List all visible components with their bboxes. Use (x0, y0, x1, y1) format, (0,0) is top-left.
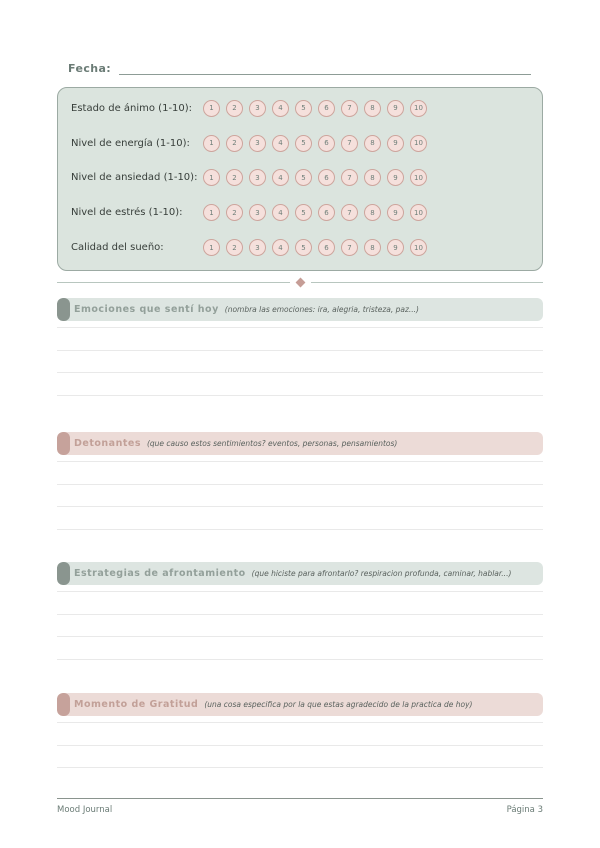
rating-row-sleep (71, 230, 530, 265)
rating-scale-mood (203, 100, 427, 117)
rating-row-stress (71, 195, 530, 230)
section-divider (57, 276, 543, 289)
rating-circle-4[interactable]: 4 (272, 169, 289, 186)
rating-circle-1[interactable]: 1 (203, 239, 220, 256)
rating-scale-anxiety (203, 169, 427, 186)
rating-row-anxiety (71, 161, 530, 196)
rating-circle-1[interactable]: 1 (203, 135, 220, 152)
section-hint: (que hiciste para afrontarlo? respiracion profunda, caminar, hablar...) (251, 569, 512, 578)
rating-circle-5[interactable]: 5 (295, 100, 312, 117)
rating-circle-10[interactable]: 10 (410, 239, 427, 256)
rating-circle-9[interactable]: 9 (387, 169, 404, 186)
rating-circle-4[interactable]: 4 (272, 239, 289, 256)
rating-circle-5[interactable]: 5 (295, 135, 312, 152)
rating-label: Nivel de estrés (1-10): (71, 207, 183, 219)
rating-circle-2[interactable]: 2 (226, 204, 243, 221)
divider-line (57, 282, 290, 283)
rating-circle-5[interactable]: 5 (295, 239, 312, 256)
rating-circle-3[interactable]: 3 (249, 135, 266, 152)
rating-circle-4[interactable]: 4 (272, 135, 289, 152)
rating-circle-7[interactable]: 7 (341, 169, 358, 186)
rating-row-energy (71, 126, 530, 161)
rating-circle-1[interactable]: 1 (203, 204, 220, 221)
section-title: Estrategias de afrontamiento (74, 568, 246, 579)
rating-circle-5[interactable]: 5 (295, 169, 312, 186)
rating-circle-7[interactable]: 7 (341, 239, 358, 256)
rating-circle-9[interactable]: 9 (387, 239, 404, 256)
rating-circle-10[interactable]: 10 (410, 169, 427, 186)
section-hint: (que causo estos sentimientos? eventos, personas, pensamientos) (146, 439, 398, 448)
rating-circle-1[interactable]: 1 (203, 169, 220, 186)
rating-circle-8[interactable]: 8 (364, 100, 381, 117)
rating-circle-3[interactable]: 3 (249, 100, 266, 117)
rating-circle-8[interactable]: 8 (364, 239, 381, 256)
writing-line[interactable] (57, 722, 543, 723)
date-field (68, 61, 531, 75)
section-hint: (nombra las emociones: ira, alegria, tristeza, paz...) (224, 305, 419, 314)
footer-doc-title: Mood Journal (57, 805, 113, 815)
rating-circle-6[interactable]: 6 (318, 204, 335, 221)
writing-lines (57, 461, 543, 530)
writing-line[interactable] (57, 372, 543, 373)
rating-label: Nivel de energía (1-10): (71, 137, 190, 149)
rating-circle-10[interactable]: 10 (410, 135, 427, 152)
section-tab (57, 298, 70, 321)
writing-line[interactable] (57, 529, 543, 530)
rating-circle-6[interactable]: 6 (318, 169, 335, 186)
date-label: Fecha: (68, 62, 112, 75)
rating-circle-8[interactable]: 8 (364, 135, 381, 152)
writing-line[interactable] (57, 350, 543, 351)
section-header (57, 562, 543, 585)
rating-circle-7[interactable]: 7 (341, 100, 358, 117)
rating-row-mood (71, 91, 530, 126)
writing-lines (57, 327, 543, 396)
writing-line[interactable] (57, 745, 543, 746)
writing-lines (57, 722, 543, 768)
section-header (57, 693, 543, 716)
date-input-line[interactable] (119, 61, 531, 75)
section-tab (57, 693, 70, 716)
rating-circle-6[interactable]: 6 (318, 100, 335, 117)
section-estrategias (57, 562, 543, 660)
section-emociones (57, 298, 543, 396)
rating-circle-5[interactable]: 5 (295, 204, 312, 221)
footer (57, 805, 543, 815)
section-title: Detonantes (74, 438, 141, 449)
rating-label: Nivel de ansiedad (1-10): (71, 172, 198, 184)
rating-scale-stress (203, 204, 427, 221)
section-tab (57, 432, 70, 455)
rating-circle-7[interactable]: 7 (341, 204, 358, 221)
rating-circle-4[interactable]: 4 (272, 100, 289, 117)
rating-circle-3[interactable]: 3 (249, 169, 266, 186)
writing-line[interactable] (57, 659, 543, 660)
section-header (57, 298, 543, 321)
footer-rule (57, 798, 543, 799)
ratings-box (57, 87, 543, 271)
rating-circle-9[interactable]: 9 (387, 135, 404, 152)
writing-line[interactable] (57, 395, 543, 396)
writing-line[interactable] (57, 461, 543, 462)
rating-label: Estado de ánimo (1-10): (71, 102, 193, 114)
rating-circle-2[interactable]: 2 (226, 239, 243, 256)
section-title: Momento de Gratitud (74, 699, 199, 710)
section-gratitud (57, 693, 543, 768)
writing-line[interactable] (57, 591, 543, 592)
rating-circle-1[interactable]: 1 (203, 100, 220, 117)
writing-lines (57, 591, 543, 660)
writing-line[interactable] (57, 506, 543, 507)
rating-circle-2[interactable]: 2 (226, 100, 243, 117)
divider-line (311, 282, 544, 283)
section-title: Emociones que sentí hoy (74, 304, 219, 315)
rating-circle-3[interactable]: 3 (249, 204, 266, 221)
rating-circle-4[interactable]: 4 (272, 204, 289, 221)
rating-circle-7[interactable]: 7 (341, 135, 358, 152)
writing-line[interactable] (57, 636, 543, 637)
rating-circle-6[interactable]: 6 (318, 135, 335, 152)
rating-circle-9[interactable]: 9 (387, 100, 404, 117)
rating-circle-9[interactable]: 9 (387, 204, 404, 221)
rating-circle-10[interactable]: 10 (410, 100, 427, 117)
section-header (57, 432, 543, 455)
rating-circle-10[interactable]: 10 (410, 204, 427, 221)
rating-scale-sleep (203, 239, 427, 256)
writing-line[interactable] (57, 614, 543, 615)
rating-circle-8[interactable]: 8 (364, 169, 381, 186)
rating-circle-3[interactable]: 3 (249, 239, 266, 256)
section-detonantes (57, 432, 543, 530)
writing-line[interactable] (57, 484, 543, 485)
footer-page-number: Página 3 (506, 805, 543, 815)
rating-scale-energy (203, 135, 427, 152)
rating-circle-2[interactable]: 2 (226, 169, 243, 186)
rating-circle-8[interactable]: 8 (364, 204, 381, 221)
rating-circle-6[interactable]: 6 (318, 239, 335, 256)
rating-label: Calidad del sueño: (71, 242, 164, 254)
section-hint: (una cosa especifica por la que estas agradecido de la practica de hoy) (204, 700, 473, 709)
section-tab (57, 562, 70, 585)
rating-circle-2[interactable]: 2 (226, 135, 243, 152)
writing-line[interactable] (57, 767, 543, 768)
diamond-icon (295, 278, 305, 288)
writing-line[interactable] (57, 327, 543, 328)
